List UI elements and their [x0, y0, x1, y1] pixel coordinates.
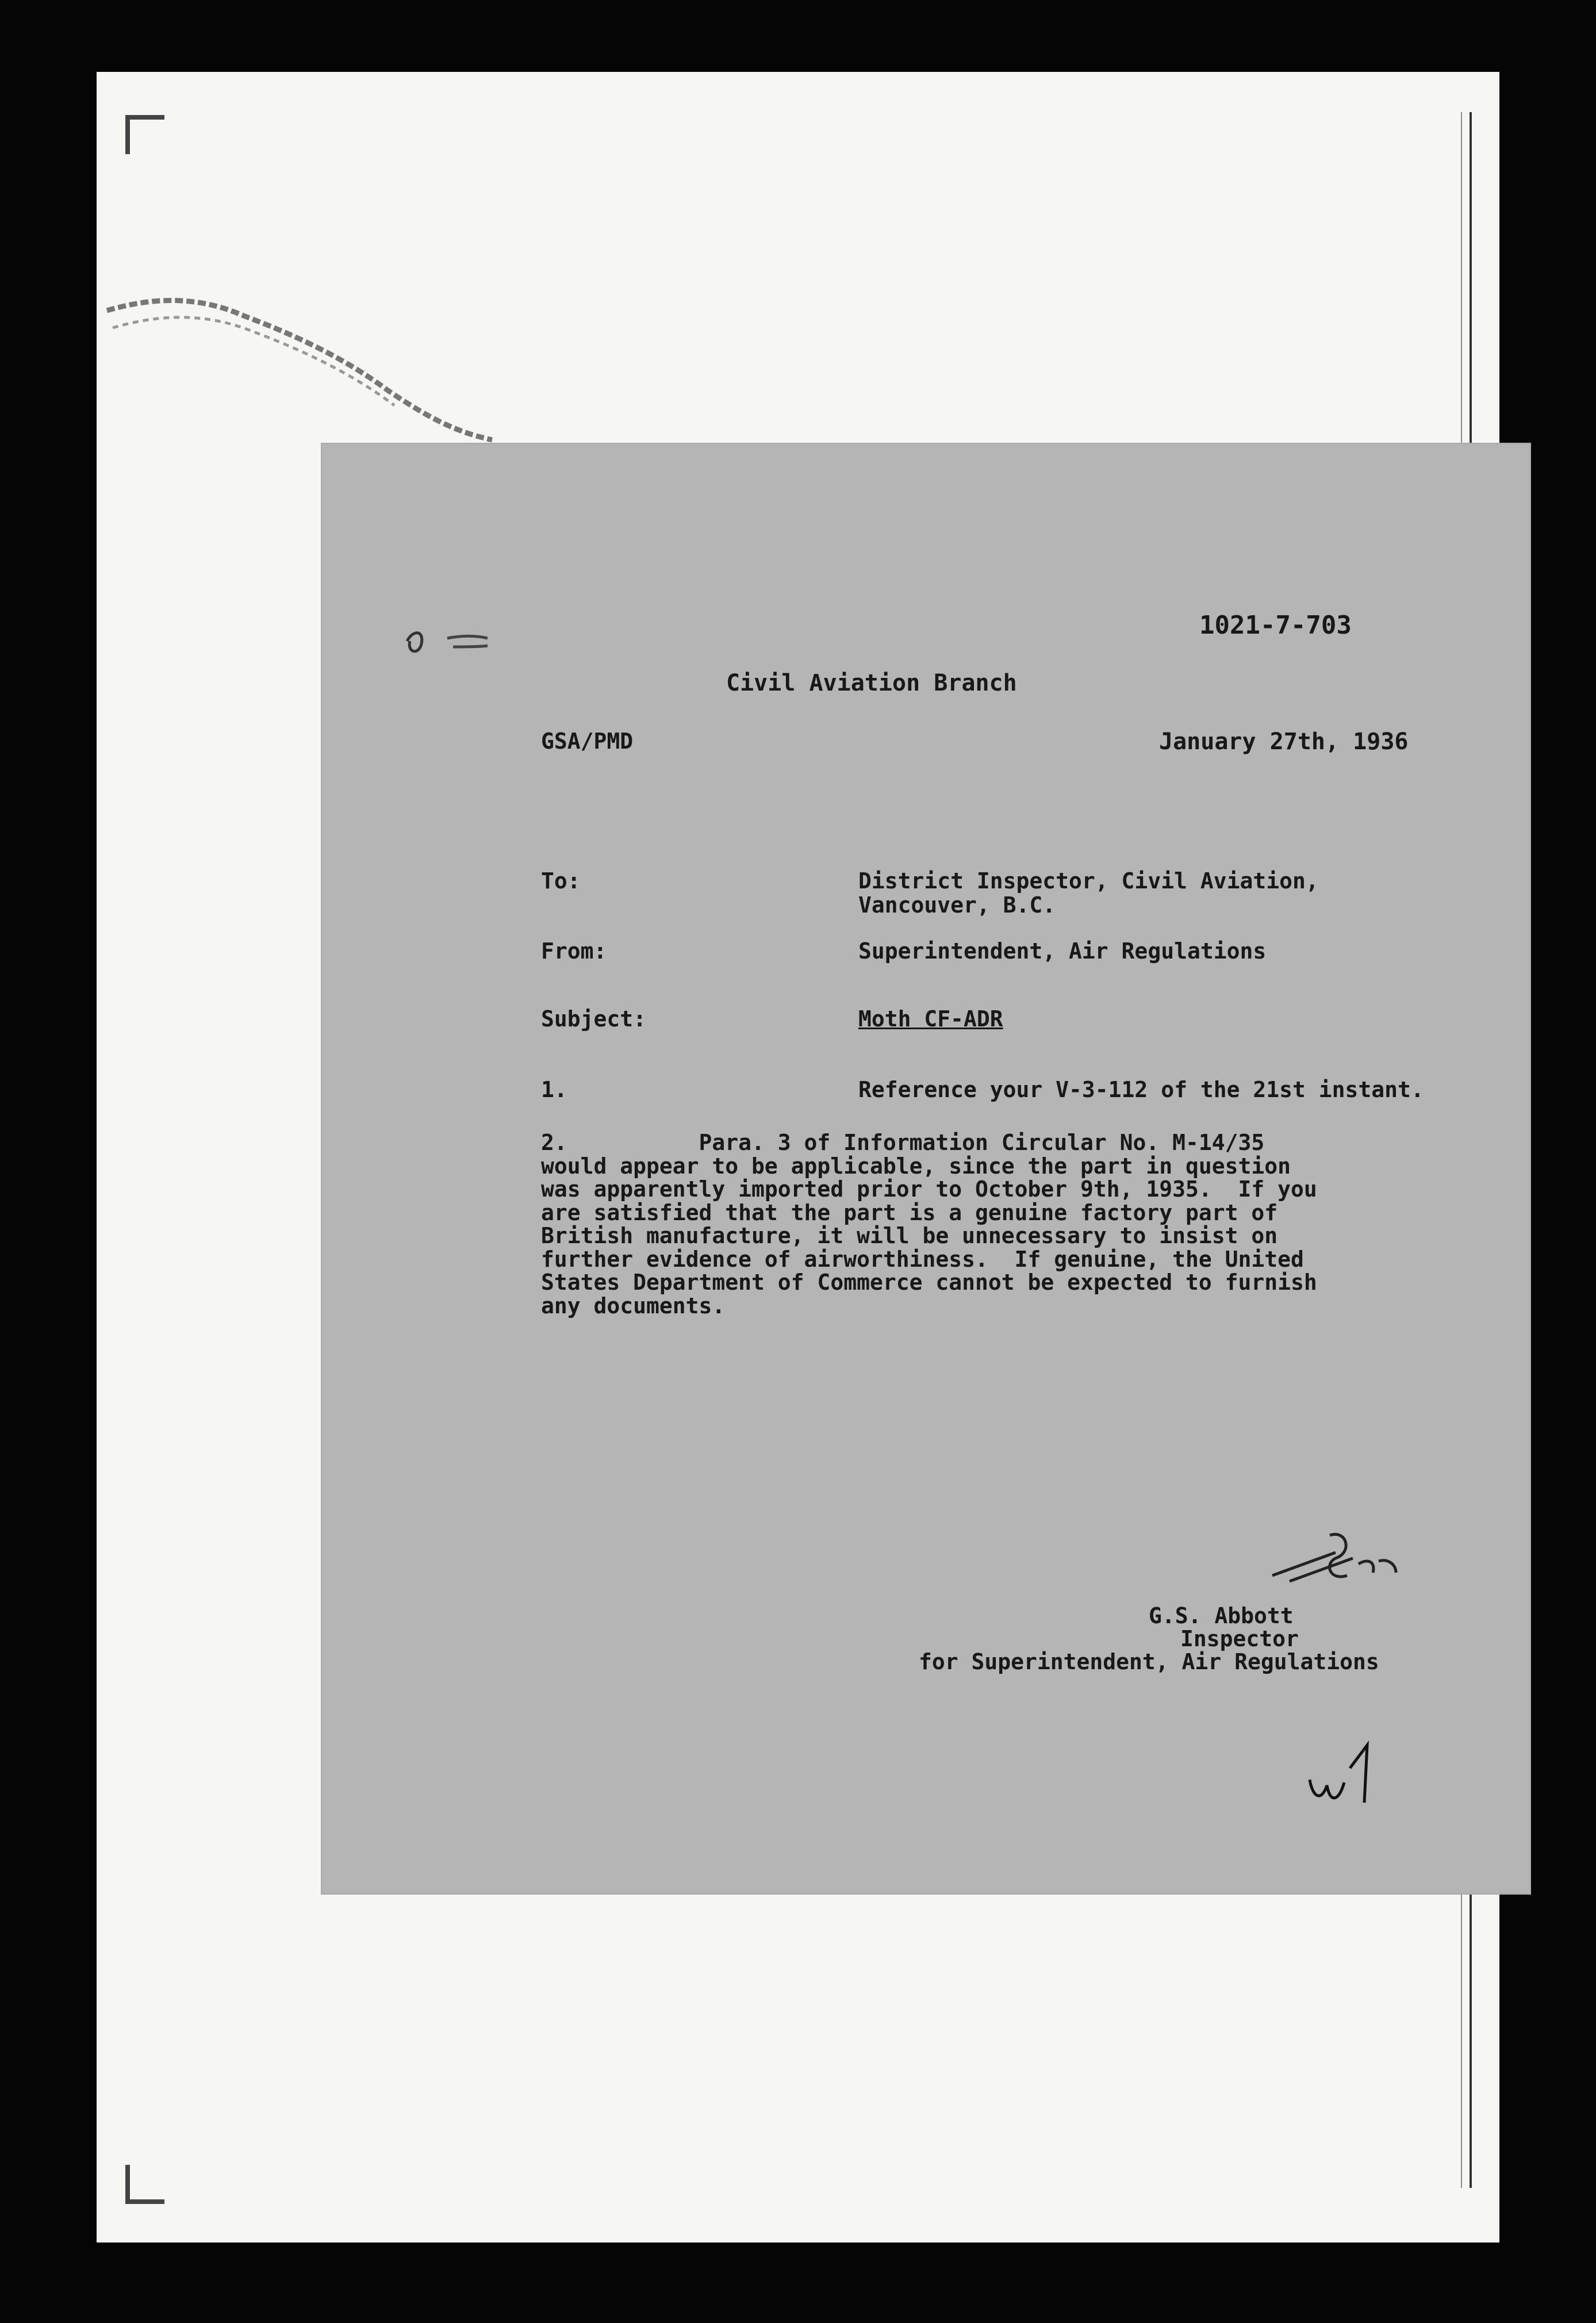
memo-page	[321, 443, 1531, 1895]
paragraph-2-text: 2. Para. 3 of Information Circular No. M-14/35 would appear to be applicable, since the part in question was apparently imported prior to October 9th, 1935. If you are satisfied that the part is a genuine factory part of British manufacture, it will be unnecessary to insist on further evidence of airworthiness. If genuine, the United States Department of Commerce cannot be expected to furnish any documents.	[541, 1130, 1317, 1318]
to-label: To:	[541, 868, 581, 894]
crop-mark-bottom-left	[125, 2165, 164, 2204]
signer-name: G.S. Abbott	[1149, 1603, 1294, 1628]
branch-heading: Civil Aviation Branch	[726, 670, 1017, 696]
from-label: From:	[541, 938, 607, 964]
handwritten-signature	[1267, 1524, 1416, 1598]
string-tie-scribble	[101, 276, 515, 448]
to-recipient-line1: District Inspector, Civil Aviation,	[858, 868, 1319, 894]
handwritten-marks	[396, 612, 511, 658]
signer-title: Inspector	[1180, 1626, 1299, 1651]
signer-on-behalf: for Superintendent, Air Regulations	[919, 1649, 1379, 1674]
file-number: 1021-7-703	[1199, 611, 1352, 640]
handwritten-initials	[1304, 1734, 1396, 1814]
to-recipient-line2: Vancouver, B.C.	[858, 892, 1056, 918]
memo-date: January 27th, 1936	[1159, 729, 1409, 755]
paragraph-1-number: 1.	[541, 1077, 567, 1102]
reference-code: GSA/PMD	[541, 729, 634, 754]
subject-value: Moth CF-ADR	[858, 1006, 1003, 1032]
subject-label: Subject:	[541, 1006, 647, 1032]
crop-mark-top-left	[125, 115, 164, 154]
archive-sheet	[97, 72, 1499, 2242]
paragraph-1-text: Reference your V-3-112 of the 21st instant.	[858, 1077, 1424, 1102]
from-sender: Superintendent, Air Regulations	[858, 938, 1267, 964]
